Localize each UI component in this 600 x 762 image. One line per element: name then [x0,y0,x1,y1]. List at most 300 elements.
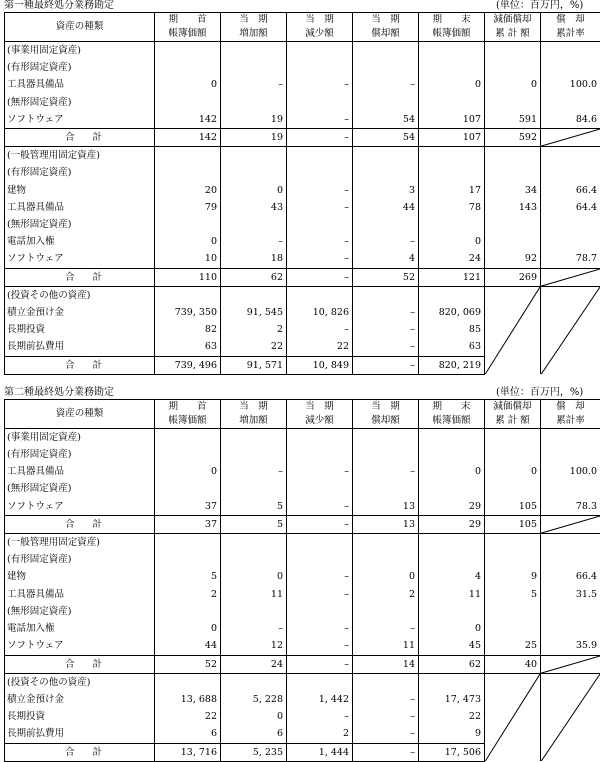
cell-value [353,216,419,233]
cell-value [419,286,485,304]
account-section [0,0,600,375]
cell-value [419,42,485,60]
cell-value [485,620,541,637]
cell-value: 34 [485,182,541,199]
cell-value: 12 [221,637,287,655]
cell-value: 92 [485,250,541,268]
cell-value [485,94,541,111]
cell-value [155,673,221,691]
asset-name: 工具器具備品 [5,199,155,216]
total-label: 合計 [5,129,155,147]
asset-name: 工具器具備品 [5,586,155,603]
cell-value [221,59,287,76]
asset-name: (無形固定資産) [5,480,155,497]
cell-value: 63 [419,338,485,356]
diagonal-slash [541,674,600,762]
column-header-asset-type: 資産の種類 [5,399,155,428]
cell-value [541,42,600,60]
cell-value: 84.6 [541,111,600,129]
cell-value: 0 [221,182,287,199]
cell-value [419,446,485,463]
cell-value: 2 [353,586,419,603]
cell-value [419,480,485,497]
table-row [5,446,600,463]
cell-value [155,603,221,620]
cell-value: 0 [419,76,485,93]
cell-value: – [287,463,353,480]
diagonal-cell [541,268,600,286]
asset-table [4,12,600,375]
cell-value: 91, 545 [221,304,287,321]
cell-value [221,428,287,446]
cell-value: 4 [419,568,485,585]
cell-value: – [287,76,353,93]
cell-value [287,534,353,552]
cell-value: 0 [485,463,541,480]
cell-value [485,446,541,463]
total-value: 40 [485,655,541,673]
total-value: 14 [353,655,419,673]
cell-value: 2 [155,586,221,603]
column-header: 期 首 [155,399,221,414]
cell-value [485,480,541,497]
cell-value [221,446,287,463]
cell-value: 43 [221,199,287,216]
total-value: 739, 496 [155,356,221,374]
cell-value [485,216,541,233]
column-header: 増加額 [221,414,287,429]
total-label: 合計 [5,356,155,374]
cell-value: 79 [155,199,221,216]
cell-value: 22 [419,708,485,725]
cell-value: 10 [155,250,221,268]
cell-value: – [221,463,287,480]
cell-value [221,42,287,60]
total-value: 37 [155,515,221,533]
cell-value [287,286,353,304]
diagonal-slash [541,269,600,286]
cell-value [353,286,419,304]
cell-value: – [353,321,419,338]
unit-label: (単位：百万円，%) [496,0,583,12]
cell-value [485,59,541,76]
cell-value [221,534,287,552]
column-header: 当 期 [221,399,287,414]
cell-value: – [287,708,353,725]
cell-value [541,446,600,463]
section-title: 第一種最終処分業務勘定 [4,0,114,12]
cell-value: 11 [353,637,419,655]
table-row [5,59,600,76]
asset-name: (投資その他の資産) [5,673,155,691]
table-row [5,147,600,165]
cell-value [287,446,353,463]
total-value: 24 [221,655,287,673]
total-value: – [353,743,419,761]
total-value: 13, 716 [155,743,221,761]
cell-value: 6 [155,725,221,743]
cell-value [221,286,287,304]
cell-value [287,428,353,446]
total-value: 29 [419,515,485,533]
cell-value: 11 [419,586,485,603]
cell-value: 22 [221,338,287,356]
column-header: 当 期 [287,399,353,414]
asset-name: ソフトウェア [5,111,155,129]
diagonal-slash [485,287,540,375]
asset-name: (無形固定資産) [5,94,155,111]
cell-value [419,147,485,165]
cell-value [287,42,353,60]
cell-value [419,534,485,552]
column-header: 償却額 [353,27,419,42]
cell-value [541,534,600,552]
cell-value [155,42,221,60]
diagonal-slash [541,287,600,375]
total-value: 269 [485,268,541,286]
cell-value: 13 [353,498,419,516]
cell-value: 107 [419,111,485,129]
cell-value: 0 [155,233,221,250]
table-row [5,94,600,111]
section-title: 第二種最終処分業務勘定 [4,387,114,399]
diagonal-slash [541,656,600,673]
total-value: 52 [353,268,419,286]
table-row [5,42,600,60]
cell-value: – [353,304,419,321]
total-label: 合計 [5,655,155,673]
asset-name: (無形固定資産) [5,216,155,233]
asset-name: ソフトウェア [5,637,155,655]
asset-name: 長期前払費用 [5,338,155,356]
cell-value: 100.0 [541,463,600,480]
cell-value: 0 [353,568,419,585]
column-header: 累計率 [541,27,600,42]
total-value: 62 [221,268,287,286]
total-row [5,129,600,147]
cell-value: – [287,568,353,585]
cell-value [155,94,221,111]
total-value: 5, 235 [221,743,287,761]
cell-value: – [287,111,353,129]
cell-value [353,164,419,181]
table-row [5,233,600,250]
cell-value [419,59,485,76]
section-header [0,0,600,12]
total-value: 62 [419,655,485,673]
cell-value [155,446,221,463]
total-value: – [287,129,353,147]
total-label: 合計 [5,515,155,533]
asset-name: (有形固定資産) [5,551,155,568]
column-header: 償 却 [541,399,600,414]
column-header: 累計率 [541,414,600,429]
cell-value [287,673,353,691]
column-header: 帳簿価額 [419,414,485,429]
total-value: – [287,515,353,533]
diagonal-cell [541,286,600,374]
cell-value [541,94,600,111]
cell-value: – [287,498,353,516]
asset-name: (有形固定資産) [5,446,155,463]
asset-name: 長期投資 [5,708,155,725]
cell-value [155,164,221,181]
cell-value: – [353,725,419,743]
cell-value [221,551,287,568]
column-header: 増加額 [221,27,287,42]
asset-name: (有形固定資産) [5,164,155,181]
column-header: 当 期 [221,13,287,28]
cell-value: – [287,182,353,199]
total-value: – [287,268,353,286]
cell-value: 0 [485,76,541,93]
cell-value [485,551,541,568]
diagonal-cell [541,673,600,761]
cell-value [485,534,541,552]
cell-value: – [353,463,419,480]
total-value: 1, 444 [287,743,353,761]
column-header: 減少額 [287,414,353,429]
cell-value: 1, 442 [287,691,353,708]
cell-value [541,147,600,165]
cell-value: 10, 826 [287,304,353,321]
column-header: 期 末 [419,13,485,28]
cell-value [541,164,600,181]
cell-value [221,673,287,691]
cell-value [419,164,485,181]
table-row [5,551,600,568]
total-value: 13 [353,515,419,533]
cell-value [419,94,485,111]
header-row [5,399,600,414]
cell-value: 6 [221,725,287,743]
table-row [5,199,600,216]
cell-value [155,216,221,233]
diagonal-slash [485,674,540,762]
cell-value [541,59,600,76]
table-row [5,534,600,552]
cell-value [485,233,541,250]
cell-value: – [287,637,353,655]
cell-value [353,428,419,446]
cell-value [287,59,353,76]
cell-value: 2 [221,321,287,338]
table-row [5,164,600,181]
cell-value [353,94,419,111]
cell-value: 100.0 [541,76,600,93]
cell-value: 0 [419,233,485,250]
cell-value [353,59,419,76]
total-label: 合計 [5,268,155,286]
total-row [5,655,600,673]
diagonal-cell [485,286,541,374]
cell-value: 37 [155,498,221,516]
cell-value: 63 [155,338,221,356]
total-value: 10, 849 [287,356,353,374]
asset-name: 建物 [5,568,155,585]
cell-value [221,94,287,111]
cell-value [541,428,600,446]
cell-value [221,480,287,497]
cell-value [353,673,419,691]
cell-value: 24 [419,250,485,268]
table-row [5,286,600,304]
cell-value: 0 [419,463,485,480]
asset-name: 電話加入権 [5,620,155,637]
cell-value: 0 [155,620,221,637]
table-row [5,568,600,585]
total-value: 820, 219 [419,356,485,374]
cell-value [541,233,600,250]
cell-value: 22 [287,338,353,356]
cell-value: 739, 350 [155,304,221,321]
cell-value: 5 [485,586,541,603]
cell-value [353,603,419,620]
cell-value [485,164,541,181]
cell-value: 20 [155,182,221,199]
cell-value: 85 [419,321,485,338]
asset-name: 電話加入権 [5,233,155,250]
asset-name: 長期前払費用 [5,725,155,743]
cell-value [287,551,353,568]
cell-value: 3 [353,182,419,199]
cell-value [287,603,353,620]
section-header [0,387,600,399]
cell-value: 78.3 [541,498,600,516]
diagonal-slash [541,516,600,533]
cell-value [221,216,287,233]
cell-value [485,428,541,446]
cell-value: 82 [155,321,221,338]
cell-value: 0 [155,76,221,93]
table-row [5,111,600,129]
table-row [5,76,600,93]
cell-value: 591 [485,111,541,129]
cell-value: – [353,708,419,725]
asset-name: 工具器具備品 [5,463,155,480]
column-header: 帳簿価額 [155,414,221,429]
table-row [5,637,600,655]
cell-value: 19 [221,111,287,129]
account-section [0,387,600,762]
cell-value: 78 [419,199,485,216]
cell-value [353,534,419,552]
table-row [5,620,600,637]
total-value: 592 [485,129,541,147]
cell-value [541,551,600,568]
cell-value: 17 [419,182,485,199]
cell-value [287,480,353,497]
cell-value: 142 [155,111,221,129]
column-header: 償 却 [541,13,600,28]
cell-value: 0 [221,708,287,725]
column-header: 減少額 [287,27,353,42]
cell-value [221,603,287,620]
cell-value: – [353,338,419,356]
total-value: – [353,356,419,374]
cell-value: 66.4 [541,182,600,199]
total-label: 合計 [5,743,155,761]
cell-value: 2 [287,725,353,743]
cell-value: 5 [221,498,287,516]
diagonal-cell [541,655,600,673]
cell-value [419,428,485,446]
column-header: 当 期 [353,13,419,28]
asset-name: 建物 [5,182,155,199]
asset-name: 積立金預け金 [5,691,155,708]
column-header: 累 計 額 [485,414,541,429]
cell-value: – [353,233,419,250]
column-header: 当 期 [287,13,353,28]
column-header-asset-type: 資産の種類 [5,13,155,42]
total-value: – [287,655,353,673]
cell-value [541,620,600,637]
table-row [5,250,600,268]
cell-value: 13, 688 [155,691,221,708]
cell-value: 78.7 [541,250,600,268]
cell-value [287,216,353,233]
total-row [5,515,600,533]
cell-value [155,534,221,552]
cell-value [155,147,221,165]
asset-name: (有形固定資産) [5,59,155,76]
cell-value: – [221,76,287,93]
cell-value: 25 [485,637,541,655]
table-row [5,480,600,497]
total-value: 5 [221,515,287,533]
total-value: 107 [419,129,485,147]
asset-name: (事業用固定資産) [5,42,155,60]
table-row [5,603,600,620]
cell-value: 143 [485,199,541,216]
cell-value: 9 [419,725,485,743]
cell-value: – [287,199,353,216]
cell-value: 44 [155,637,221,655]
cell-value [353,551,419,568]
table-row [5,428,600,446]
column-header: 期 首 [155,13,221,28]
column-header: 帳簿価額 [155,27,221,42]
column-header: 減価償却 [485,13,541,28]
cell-value: – [353,76,419,93]
asset-name: (一般管理用固定資産) [5,534,155,552]
cell-value: 31.5 [541,586,600,603]
column-header: 減価償却 [485,399,541,414]
cell-value: 4 [353,250,419,268]
cell-value: 66.4 [541,568,600,585]
total-value: 105 [485,515,541,533]
cell-value: 64.4 [541,199,600,216]
cell-value: – [353,691,419,708]
column-header: 累 計 額 [485,27,541,42]
table-row [5,498,600,516]
asset-name: 長期投資 [5,321,155,338]
cell-value [287,164,353,181]
total-value: 52 [155,655,221,673]
cell-value: – [287,586,353,603]
total-value: 121 [419,268,485,286]
cell-value [353,446,419,463]
cell-value [419,216,485,233]
diagonal-slash [541,129,600,146]
asset-name: (投資その他の資産) [5,286,155,304]
total-value: 142 [155,129,221,147]
table-row [5,463,600,480]
cell-value: – [287,321,353,338]
table-row [5,673,600,691]
cell-value [221,164,287,181]
cell-value [485,603,541,620]
